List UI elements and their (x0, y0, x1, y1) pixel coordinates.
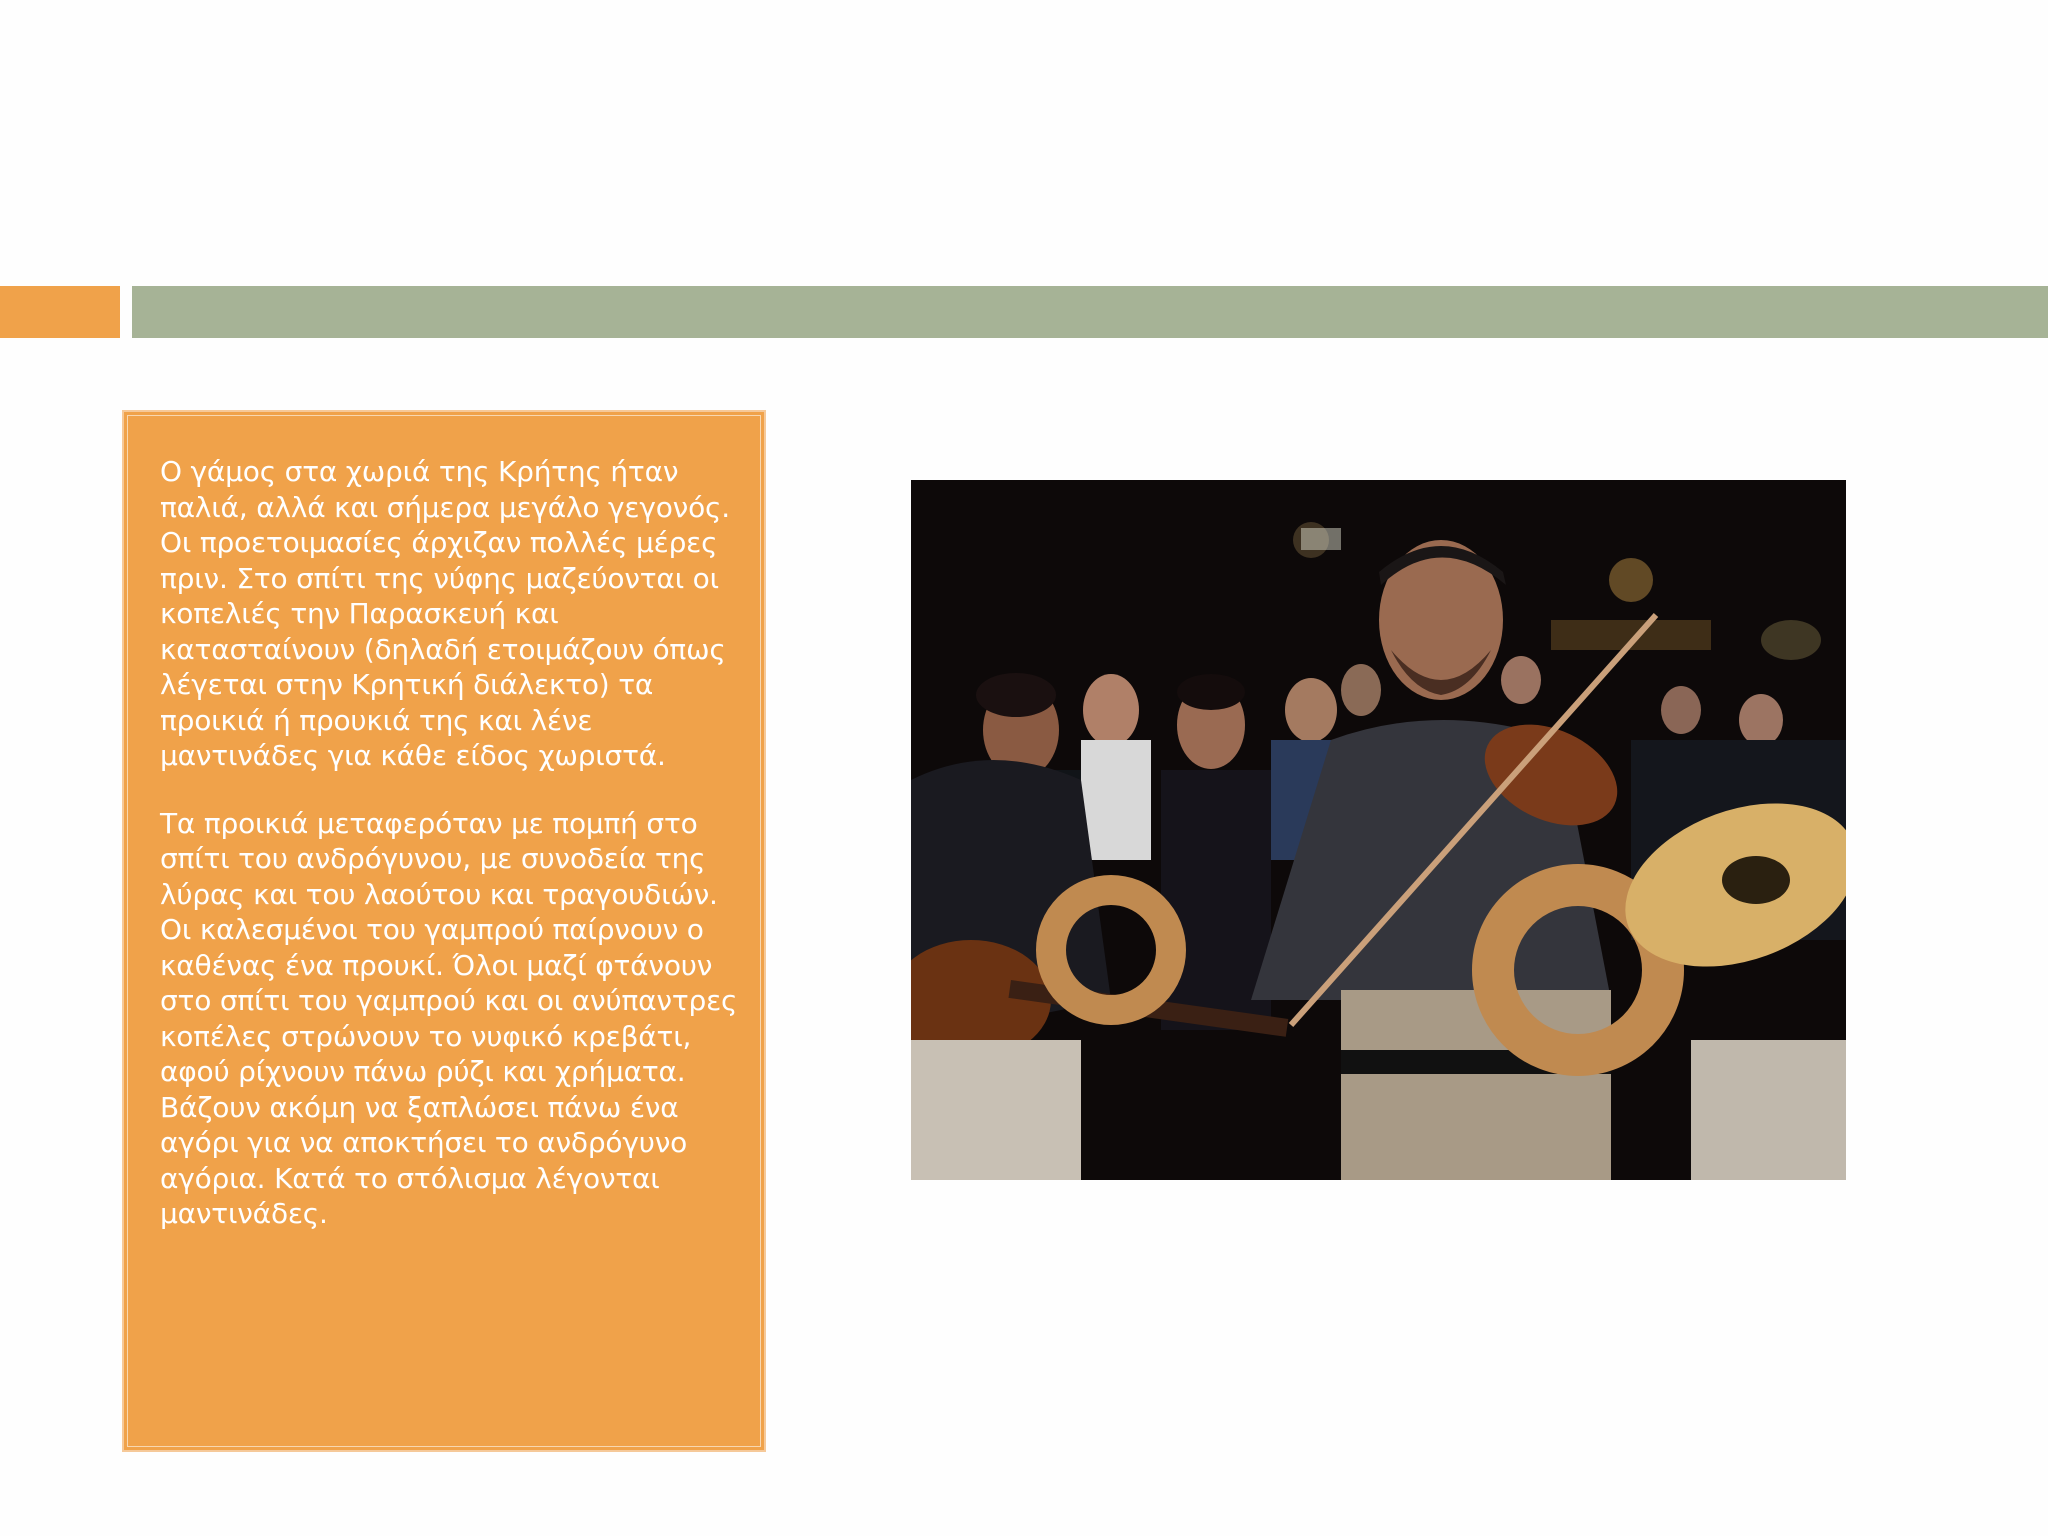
photo-illustration (911, 480, 1846, 1180)
text-content (160, 454, 750, 1264)
accent-bar-orange (0, 286, 120, 338)
photo-cretan-musicians (911, 480, 1846, 1180)
text-box (122, 410, 766, 1452)
accent-bar-sage (132, 286, 2048, 338)
paragraph-1: Ο γάμος στα χωριά της Κρήτης ήταν παλιά, αλλά και σήμερα μεγάλο γεγονός. Οι προετοιμασίες άρχιζαν πολλές μέρες πριν. Στο σπίτι της νύφης μαζεύονται οι κοπελιές την Παρασκευή και κατασταίνουν (δηλαδή ετοιμάζουν όπως λέγεται στην Κρητική διάλεκτο) τα προικιά ή προυκιά της και λένε μαντινάδες για κάθε είδος χωριστά. (160, 455, 730, 772)
paragraph-2: Τα προικιά μεταφερόταν με πομπή στο σπίτι του ανδρόγυνου, με συνοδεία της λύρας και του λαούτου και τραγουδιών. Οι καλεσμένοι του γαμπρού παίρνουν ο καθένας ένα προυκί. Όλοι μαζί φτάνουν στο σπίτι του γαμπρού και οι ανύπαντρες κοπέλες στρώνουν το νυφικό κρεβάτι, αφού ρίχνουν πάνω ρύζι και χρήματα. Βάζουν ακόμη να ξαπλώσει πάνω ένα αγόρι για να αποκτήσει το ανδρόγυνο αγόρια. Κατά το στόλισμα λέγονται μαντινάδες. (160, 806, 738, 1230)
